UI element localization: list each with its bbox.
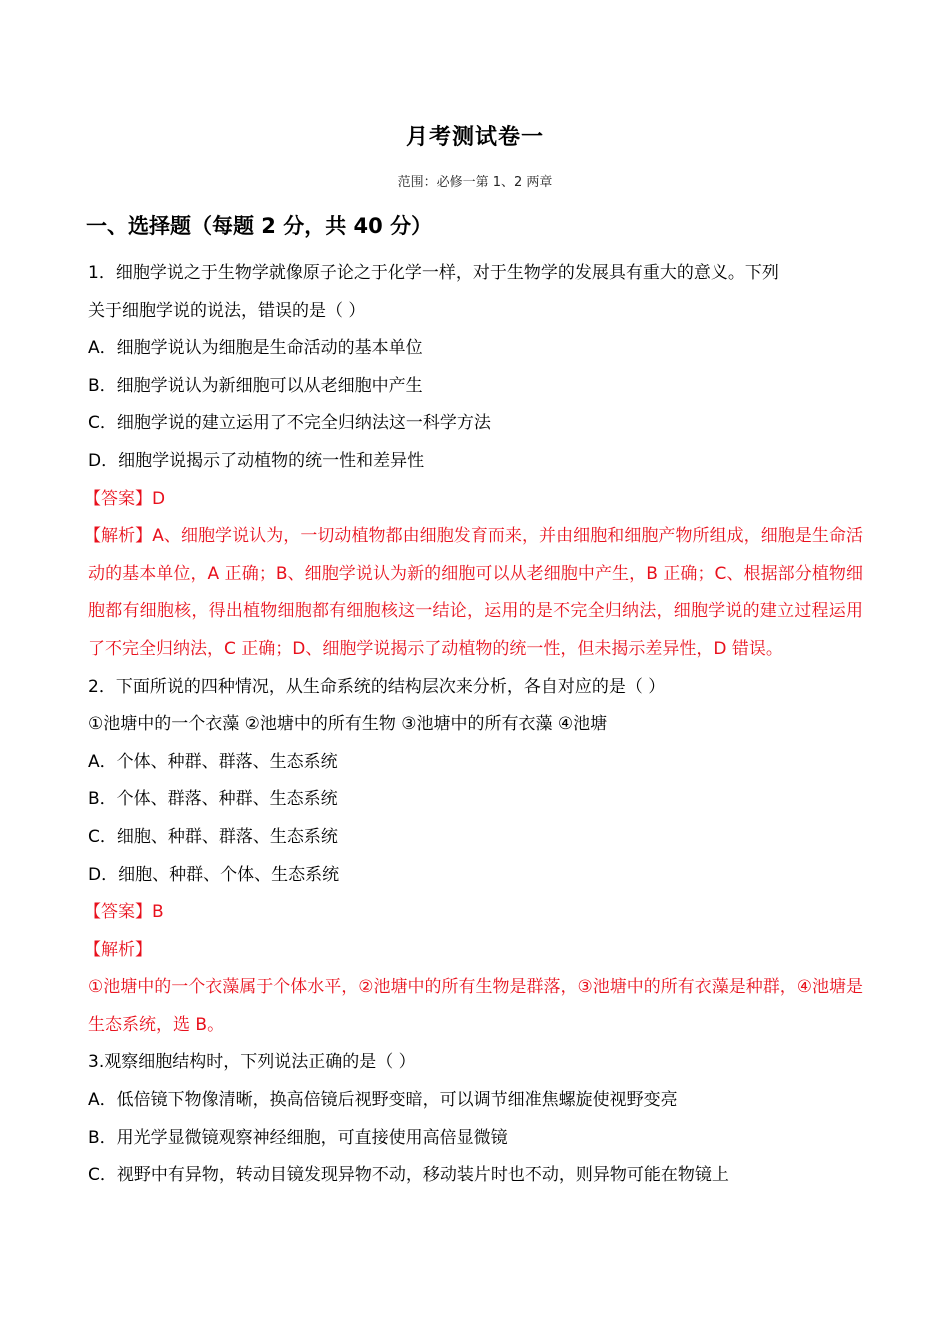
analysis-tag: 【解析】 (84, 526, 153, 547)
answer-tag: 【答案】 (84, 488, 152, 509)
question-1-option-a: A．细胞学说认为细胞是生命活动的基本单位 (88, 338, 423, 359)
section-heading: 一、选择题（每题 2 分，共 40 分） (86, 214, 433, 238)
question-1-option-b: B．细胞学说认为新细胞可以从老细胞中产生 (88, 375, 423, 396)
answer-tag: 【答案】 (84, 902, 152, 923)
question-2-stem-line-1: 2．下面所说的四种情况，从生命系统的结构层次来分析，各自对应的是（ ） (88, 676, 666, 697)
question-3 (88, 1044, 863, 1194)
analysis-text: A、细胞学说认为，一切动植物都由细胞发育而来，并由细胞和细胞产物所组成，细胞是生命活动的基本单位，A 正确；B、细胞学说认为新的细胞可以从老细胞中产生，B 正确；C、根据部分植物细胞都有细胞核，得出植物细胞都有细胞核这一结论，运用的是不完全归纳法，细胞学说的建立过程运用了不完全归纳法，C 正确；D、细胞学说揭示了动植物的统一性，但未揭示差异性，D 错误。 (88, 526, 863, 659)
question-1-answer (84, 481, 863, 519)
question-2 (84, 669, 863, 1045)
question-2-option-c: C．细胞、种群、群落、生态系统 (88, 826, 338, 847)
question-1-stem-line-2: 关于细胞学说的说法，错误的是（ ） (88, 300, 366, 321)
answer-value: D (152, 488, 166, 509)
analysis-tag: 【解析】 (84, 939, 152, 960)
question-3-option-a: A．低倍镜下物像清晰，换高倍镜后视野变暗，可以调节细准焦螺旋使视野变亮 (88, 1090, 678, 1111)
question-2-analysis: ①池塘中的一个衣藻属于个体水平，②池塘中的所有生物是群落，③池塘中的所有衣藻是种群，④池塘是生态系统，选 B。 (88, 977, 863, 1035)
question-2-option-d: D．细胞、种群、个体、生态系统 (88, 864, 340, 885)
question-2-answer (84, 894, 863, 932)
question-3-option-c: C．视野中有异物，转动目镜发现异物不动，移动装片时也不动，则异物可能在物镜上 (88, 1165, 729, 1186)
questions-content (84, 255, 863, 1195)
question-2-stem-line-2: ①池塘中的一个衣藻 ②池塘中的所有生物 ③池塘中的所有衣藻 ④池塘 (88, 714, 608, 735)
page-subtitle: 范围：必修一第 1、2 两章 (397, 175, 553, 190)
answer-value: B (152, 902, 164, 923)
question-3-stem-line-1: 3.观察细胞结构时，下列说法正确的是（ ） (88, 1052, 416, 1073)
page-title: 月考测试卷一 (405, 125, 544, 150)
question-1-analysis (84, 518, 863, 668)
question-2-analysis-tag-line (84, 932, 863, 970)
question-2-option-a: A．个体、种群、群落、生态系统 (88, 751, 338, 772)
question-1-option-d: D．细胞学说揭示了动植物的统一性和差异性 (88, 450, 425, 471)
question-2-option-b: B．个体、群落、种群、生态系统 (88, 789, 338, 810)
question-1-stem-line-1: 1．细胞学说之于生物学就像原子论之于化学一样，对于生物学的发展具有重大的意义。下列 (88, 263, 779, 283)
question-1-option-c: C．细胞学说的建立运用了不完全归纳法这一科学方法 (88, 413, 491, 434)
question-1 (84, 255, 863, 669)
question-3-option-b: B．用光学显微镜观察神经细胞，可直接使用高倍显微镜 (88, 1127, 508, 1148)
